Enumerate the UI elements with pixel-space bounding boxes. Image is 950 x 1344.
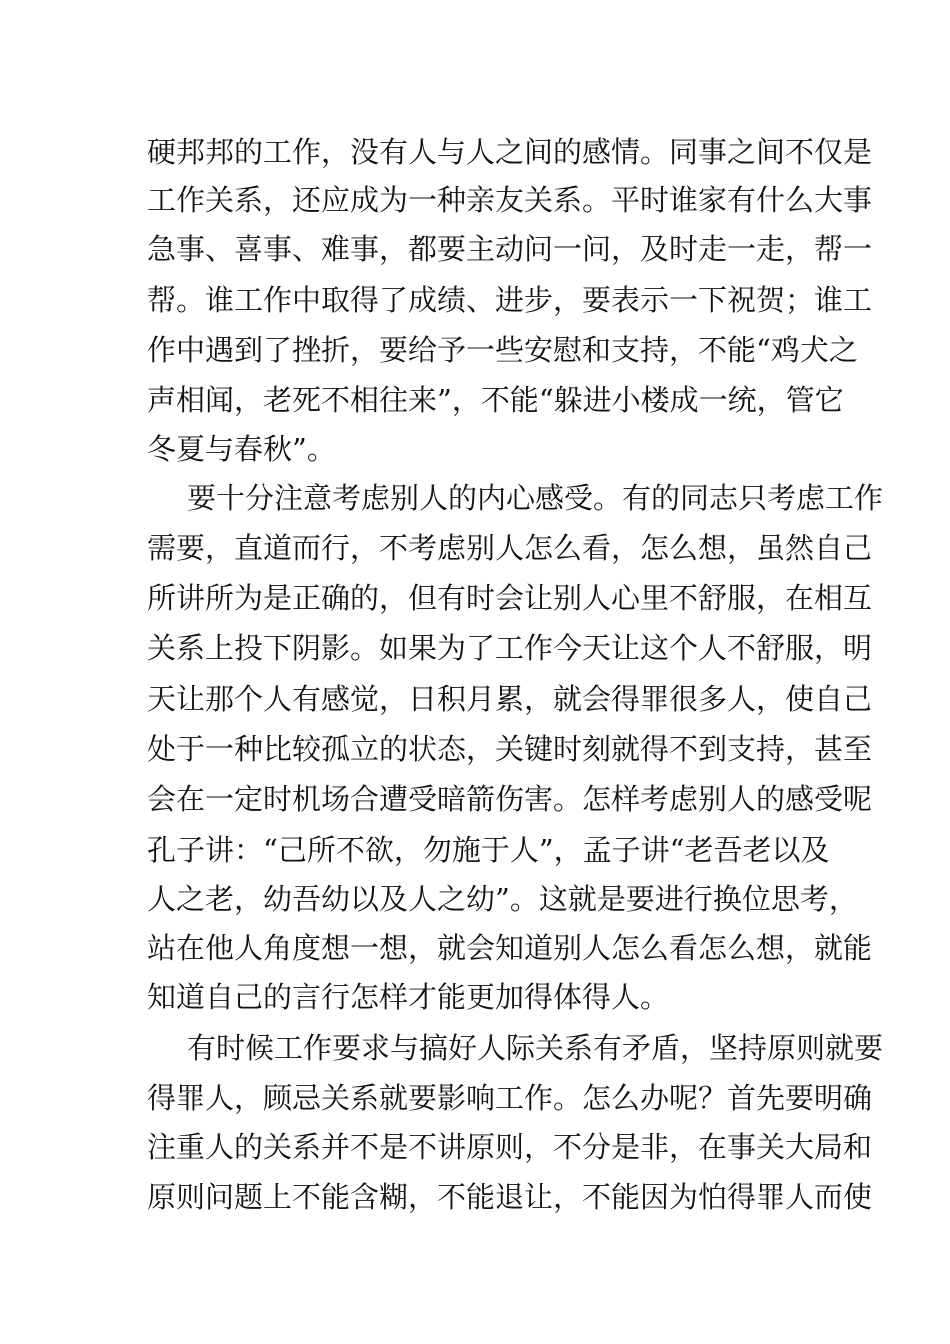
paragraph-3-line-4: 原则问题上不能含糊，不能退让，不能因为怕得罪人而使 [147,1180,873,1214]
paragraph-1-line-1: 硬邦邦的工作，没有人与人之间的感情。同事之间不仅是 [147,135,873,169]
paragraph-2-line-9: 人之老，幼吾幼以及人之幼”。这就是要进行换位思考， [147,882,858,916]
paragraph-1-line-4: 帮。谁工作中取得了成绩、进步，要表示一下祝贺；谁工 [147,283,873,317]
paragraph-2-line-7: 会在一定时机场合遭受暗箭伤害。怎样考虑别人的感受呢 [147,782,873,816]
paragraph-3-line-1: 有时候工作要求与搞好人际关系有矛盾，坚持原则就要 [187,1031,884,1065]
paragraph-1-line-2: 工作关系，还应成为一种亲友关系。平时谁家有什么大事 [147,183,873,217]
paragraph-1-line-7: 冬夏与春秋”。 [147,432,336,466]
paragraph-1-line-6: 声相闻，老死不相往来”，不能“躲进小楼成一统，管它 [147,383,844,417]
paragraph-1-line-3: 急事、喜事、难事，都要主动问一问，及时走一走，帮一 [147,232,873,266]
paragraph-3-line-2: 得罪人，顾忌关系就要影响工作。怎么办呢？首先要明确 [147,1081,873,1115]
paragraph-2-line-10: 站在他人角度想一想，就会知道别人怎么看怎么想，就能 [147,931,873,965]
paragraph-3-line-3: 注重人的关系并不是不讲原则，不分是非，在事关大局和 [147,1130,873,1164]
paragraph-2-line-3: 所讲所为是正确的，但有时会让别人心里不舒服，在相互 [147,581,873,615]
paragraph-2-line-5: 天让那个人有感觉，日积月累，就会得罪很多人，使自己 [147,682,873,716]
paragraph-2-line-4: 关系上投下阴影。如果为了工作今天让这个人不舒服，明 [147,631,873,665]
paragraph-2-line-1: 要十分注意考虑别人的内心感受。有的同志只考虑工作 [187,481,884,515]
paragraph-1-line-5: 作中遇到了挫折，要给予一些安慰和支持，不能“鸡犬之 [147,333,858,367]
paragraph-2-line-6: 处于一种比较孤立的状态，关键时刻就得不到支持，甚至 [147,732,873,766]
paragraph-2-line-8: 孔子讲：“己所不欲，勿施于人”，孟子讲“老吾老以及 [147,833,830,867]
paragraph-2-line-11: 知道自己的言行怎样才能更加得体得人。 [147,980,670,1014]
paragraph-2-line-2: 需要，直道而行，不考虑别人怎么看，怎么想，虽然自己 [147,531,873,565]
